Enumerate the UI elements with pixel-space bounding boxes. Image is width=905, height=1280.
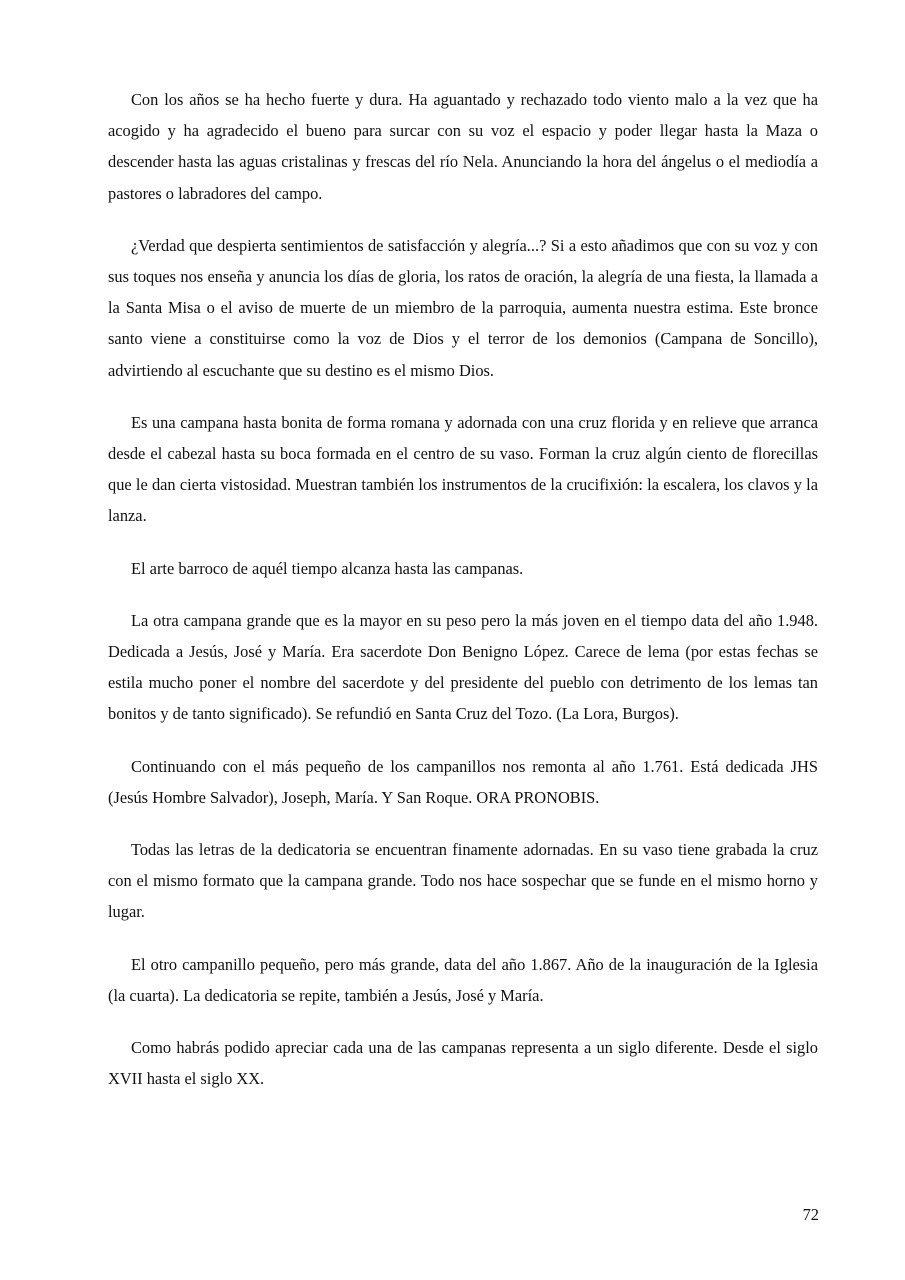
paragraph: Con los años se ha hecho fuerte y dura. Ha aguantado y rechazado todo viento malo a la vez que ha acogido y ha agradecido el bueno para surcar con su voz el espacio y poder llegar hasta la Maza o descender hasta las aguas cristalinas y frescas del río Nela. Anunciando la hora del ángelus o el mediodía a pastores o labradores del campo. (108, 90, 818, 203)
paragraph: Como habrás podido apreciar cada una de las campanas representa a un siglo diferente. Desde el siglo XVII hasta el siglo XX. (108, 1038, 818, 1089)
paragraph: Todas las letras de la dedicatoria se encuentran finamente adornadas. En su vaso tiene grabada la cruz con el mismo formato que la campana grande. Todo nos hace sospechar que se funde en el mismo horno y lugar. (108, 840, 818, 922)
paragraph: Es una campana hasta bonita de forma romana y adornada con una cruz florida y en relieve que arranca desde el cabezal hasta su boca formada en el centro de su vaso. Forman la cruz algún ciento de florecillas que le dan cierta vistosidad. Muestran también los instrumentos de la crucifixión: la escalera, los clavos y la lanza. (108, 412, 818, 526)
paragraph: Continuando con el más pequeño de los campanillos nos remonta al año 1.761. Está dedicada JHS (Jesús Hombre Salvador), Joseph, María. Y San Roque. ORA PRONOBIS. (108, 756, 818, 807)
body-text (108, 84, 818, 1115)
paragraph: La otra campana grande que es la mayor en su peso pero la más joven en el tiempo data del año 1.948. Dedicada a Jesús, José y María. Era sacerdote Don Benigno López. Carece de lema (por estas fechas se estila mucho poner el nombre del sacerdote y del presidente del pueblo con detrimento de los lemas tan bonitos y de tanto significado). Se refundió en Santa Cruz del Tozo. (La Lora, Burgos). (108, 610, 818, 724)
page-number: 72 (802, 1205, 819, 1224)
paragraph: El arte barroco de aquél tiempo alcanza hasta las campanas. (131, 558, 524, 578)
paragraph: El otro campanillo pequeño, pero más grande, data del año 1.867. Año de la inauguración de la Iglesia (la cuarta). La dedicatoria se repite, también a Jesús, José y María. (108, 954, 818, 1005)
paragraph: ¿Verdad que despierta sentimientos de satisfacción y alegría...? Si a esto añadimos que con su voz y con sus toques nos enseña y anuncia los días de gloria, los ratos de oración, la alegría de una fiesta, la llamada a la Santa Misa o el aviso de muerte de un miembro de la parroquia, aumenta nuestra estima. Este bronce santo viene a constituirse como la voz de Dios y el terror de los demonios (Campana de Soncillo), advirtiendo al escuchante que su destino es el mismo Dios. (108, 235, 818, 380)
